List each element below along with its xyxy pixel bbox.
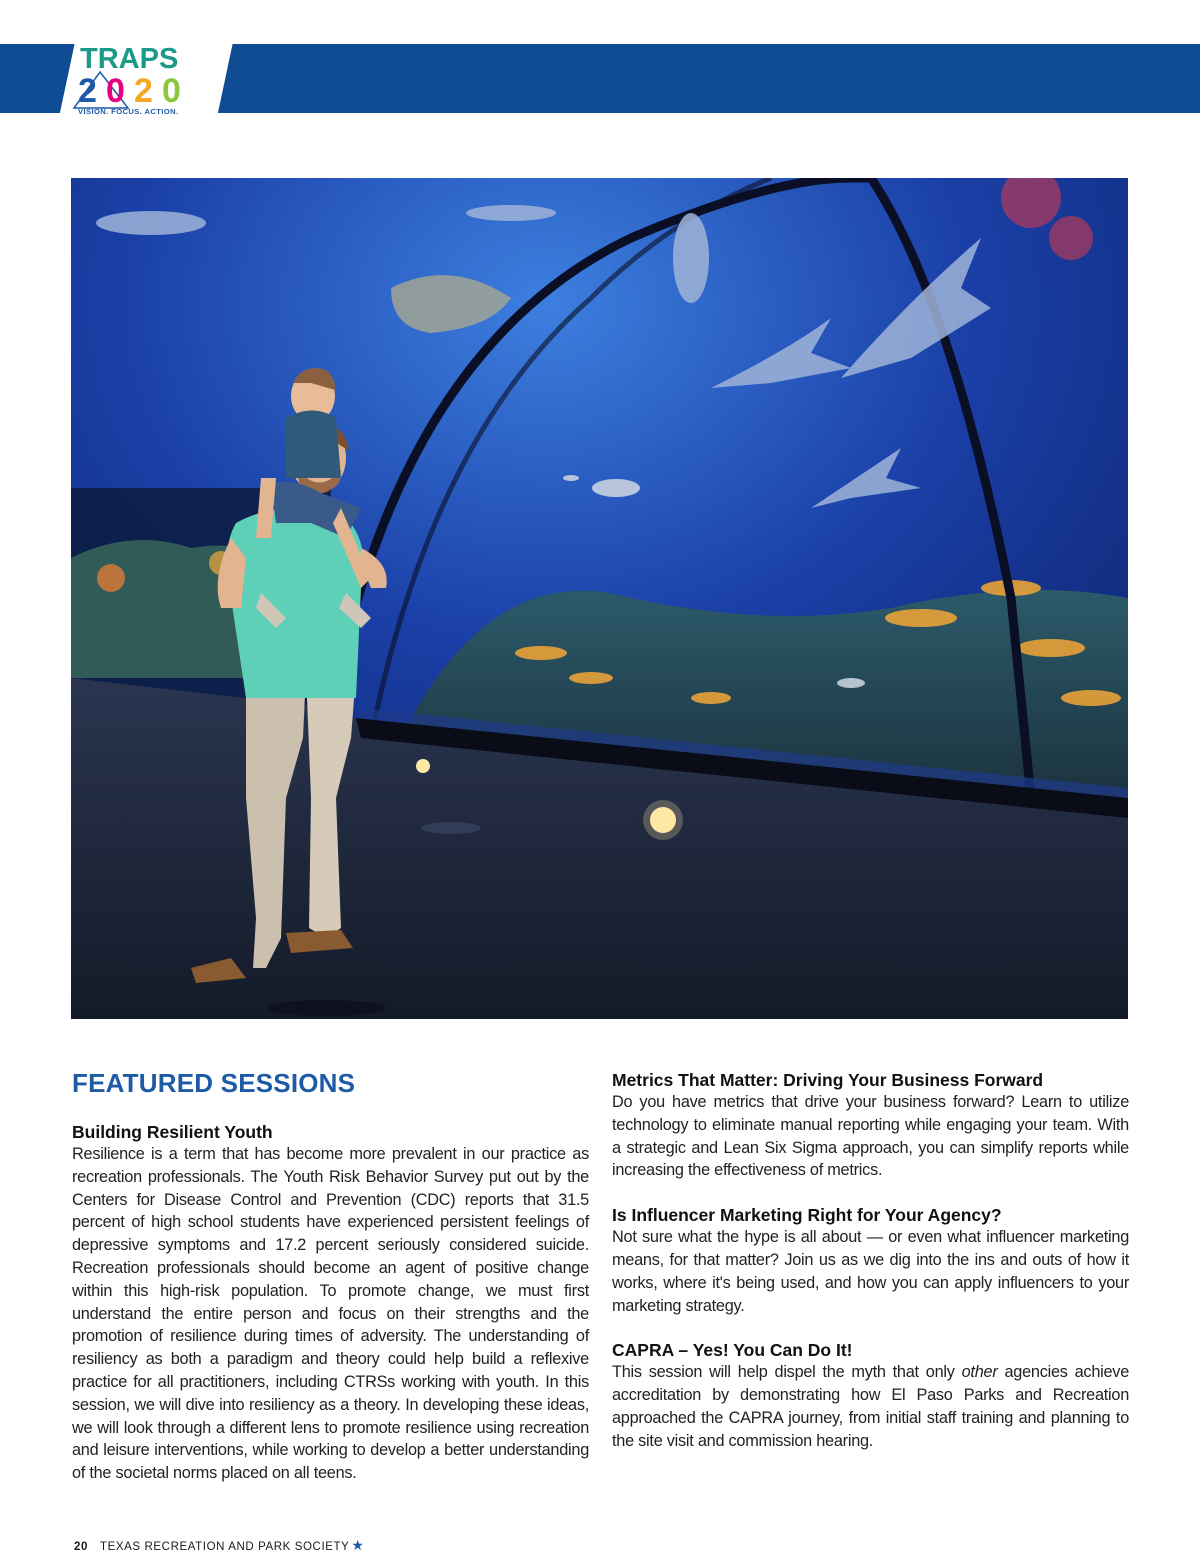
page-number: 20 <box>74 1541 88 1553</box>
sessions-left-column <box>72 1121 589 1485</box>
session-body-metrics: Do you have metrics that drive your business forward? Learn to utilize technology to eliminate manual reporting while engaging your team. With a strategic and Lean Six Sigma approach, you can simplify reports while increasing the effectiveness of metrics. <box>612 1093 1129 1180</box>
session-body-influencer-marketing: Not sure what the hype is all about — or even what influencer marketing means, for that matter? Join us as we dig into the ins and outs of how it works, where it's being used, and how you can apply influencers to your marketing strategy. <box>612 1228 1129 1315</box>
section-title: FEATURED SESSIONS <box>72 1068 356 1098</box>
logo-digit-2b: 2 <box>134 72 153 110</box>
capra-body-post: agencies achieve accreditation by demonstrating how El Paso Parks and Recreation approached the CAPRA journey, from initial staff training and planning to the site visit and commission hearing. <box>612 1363 1129 1450</box>
session-body-capra <box>612 1361 1129 1452</box>
logo-tagline: VISION. FOCUS. ACTION. <box>78 107 179 116</box>
publication-name: TEXAS RECREATION AND PARK SOCIETY <box>100 1541 350 1553</box>
session-title-capra: CAPRA – Yes! You Can Do It! <box>612 1340 853 1361</box>
session-body-building-resilient-youth: Resilience is a term that has become more prevalent in our practice as recreation professionals. The Youth Risk Behavior Survey put out by the Centers for Disease Control and Prevention (CDC) reports that 31.5 percent of high school students have experienced persistent feelings of depressive symptoms and 17.2 percent seriously considered suicide. Recreation professionals should become an agent of positive change within this high-risk population. To promote change, we must first understand the entire person and focus on their strengths and the promotion of resilience during times of adversity. The understanding of resiliency as both a paradigm and theory could help build a reflexive practice for all practitioners, including CTRSs working with youth. In this session, we will dive into resiliency as a theory. In developing these ideas, we will look through a different lens to promote resilience using recreation and leisure interventions, while working to develop a better understanding of the societal norms placed on all teens. <box>72 1145 589 1483</box>
session-title-metrics: Metrics That Matter: Driving Your Business Forward <box>612 1070 1044 1090</box>
logo-traps-text: TRAPS <box>80 43 179 75</box>
star-icon: ★ <box>351 1537 365 1553</box>
aquarium-tunnel-photo <box>71 178 1128 1019</box>
logo-digit-0a: 0 <box>106 72 125 110</box>
spacer <box>612 1182 1129 1204</box>
logo-digit-2a: 2 <box>78 72 97 110</box>
spacer <box>612 1317 1129 1339</box>
logo-digit-0b: 0 <box>162 72 181 110</box>
session-title-influencer-marketing: Is Influencer Marketing Right for Your Agency? <box>612 1205 1002 1226</box>
page-footer <box>74 1537 365 1554</box>
session-title-building-resilient-youth: Building Resilient Youth <box>72 1122 273 1142</box>
traps-2020-logo <box>70 42 205 118</box>
capra-body-pre: This session will help dispel the myth that only <box>612 1363 962 1382</box>
sessions-right-column <box>612 1069 1129 1453</box>
capra-body-emphasis: other <box>961 1363 998 1382</box>
